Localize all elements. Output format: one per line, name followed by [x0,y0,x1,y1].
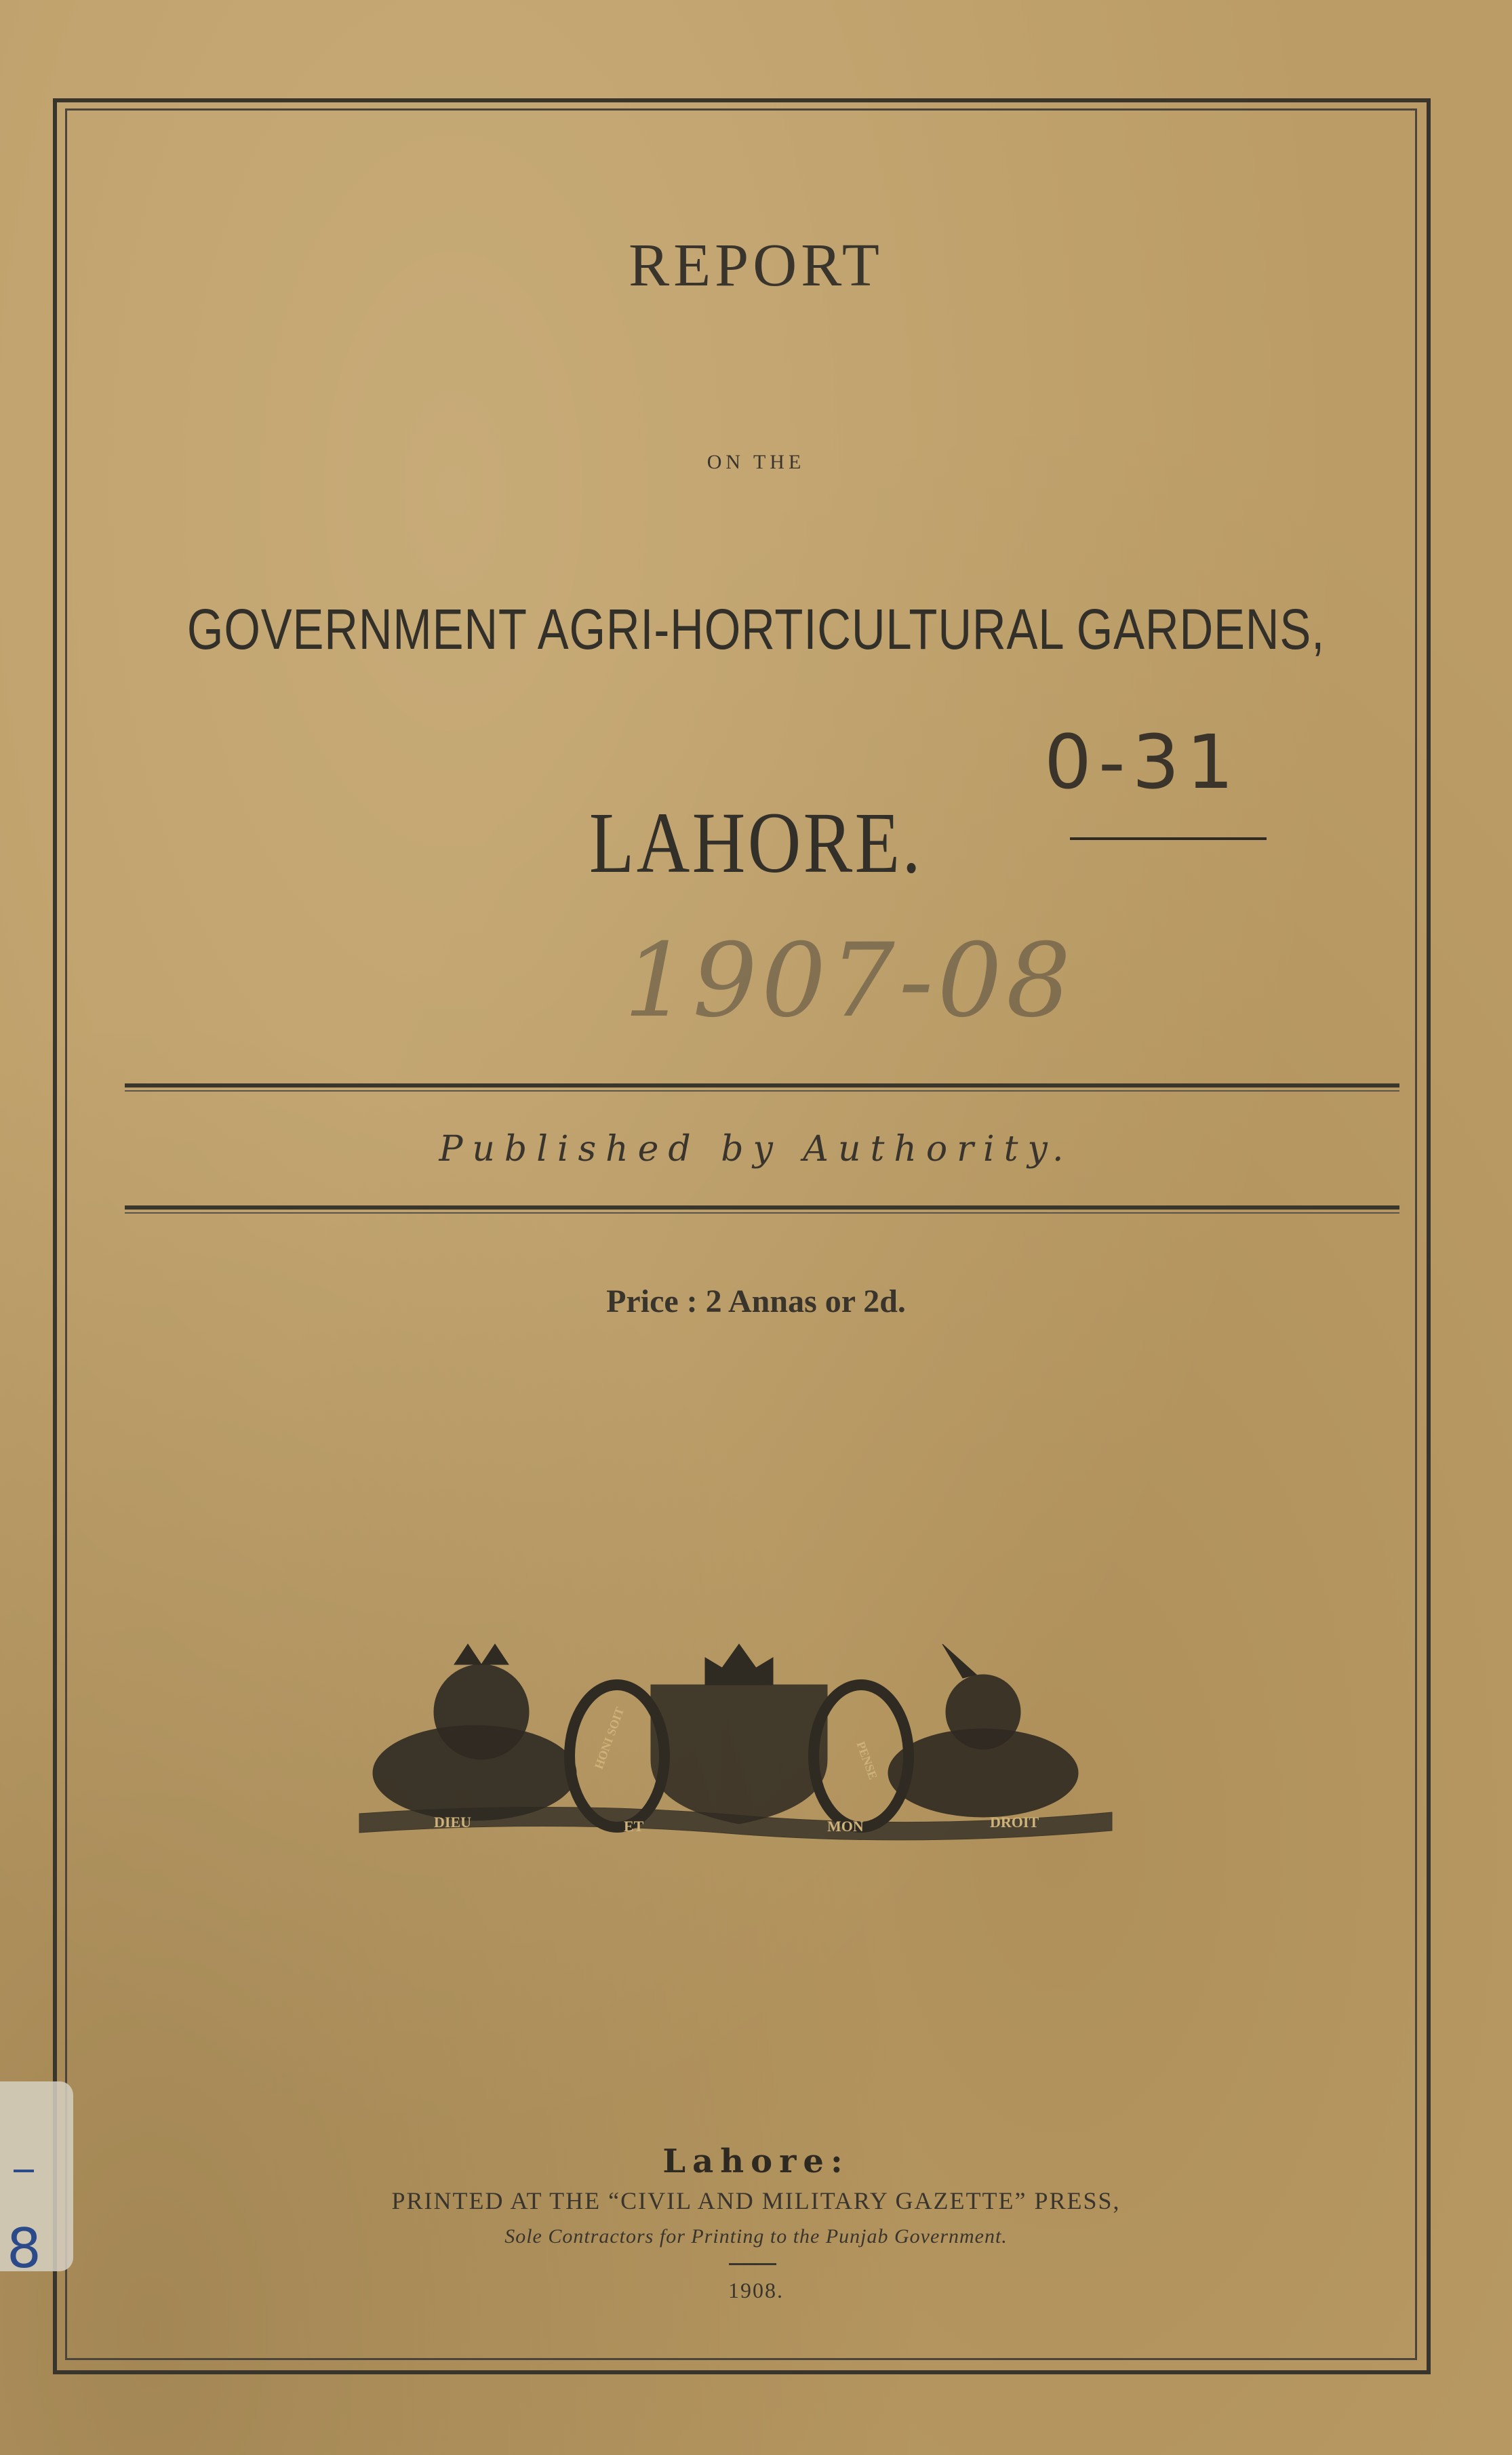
connector-text: ON THE [707,451,805,473]
published-by-authority: Published by Authority. [439,1129,1073,1170]
motto-mid: ET [624,1818,644,1835]
motto-left: DIEU [434,1814,472,1831]
motto-right: MON [827,1818,864,1835]
top-rule [125,1083,1399,1087]
spine-label-number: 8 [7,2217,41,2280]
imprint-press: PRINTED AT THE “CIVIL AND MILITARY GAZETTE” PRESS, [391,2187,1121,2214]
imprint-divider [729,2263,776,2265]
place-title: LAHORE. [589,795,923,891]
imprint-city: Lahore: [662,2142,850,2180]
gardens-title: GOVERNMENT AGRI-HORTICULTURAL GARDENS, [186,597,1326,661]
bottom-rule [125,1205,1399,1210]
spine-label-mark [14,2170,34,2172]
motto-end: DROIT [990,1814,1039,1831]
handwritten-year: 1907-08 [624,922,1075,1040]
garter-left: HONI SOIT [591,1705,627,1771]
inner-border [65,108,1417,2360]
reference-underline [1070,837,1267,840]
garter-right: PENSE [854,1739,881,1782]
royal-coat-of-arms-icon [353,1637,1119,1854]
imprint-year: 1908. [728,2278,784,2302]
report-title: REPORT [629,232,883,299]
imprint-contractor: Sole Contractors for Printing to the Punjab Government. [504,2225,1008,2248]
price-text: Price : 2 Annas or 2d. [606,1283,906,1319]
handwritten-reference: 0-31 [1044,719,1241,805]
